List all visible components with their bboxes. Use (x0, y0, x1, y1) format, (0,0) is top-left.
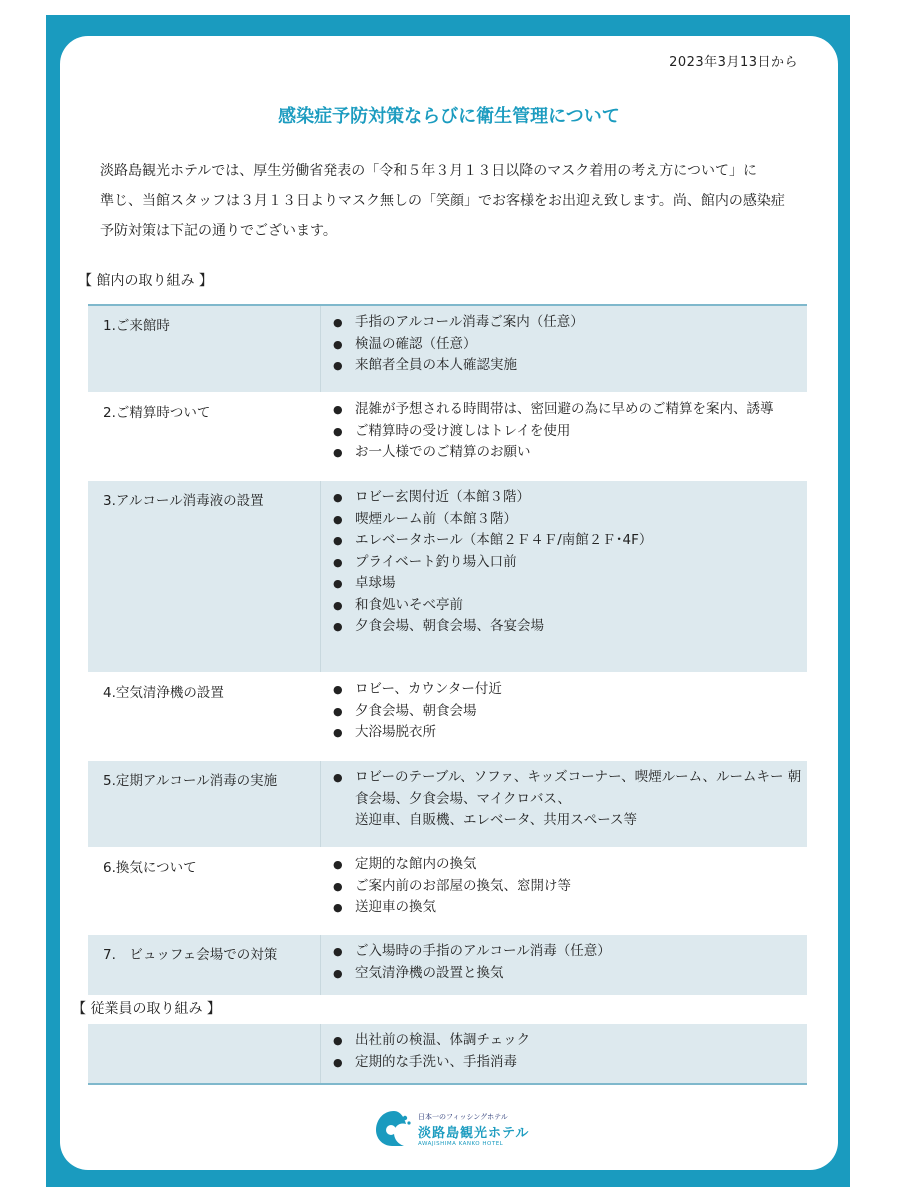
list-item: ● 夕食会場、朝食会場 (333, 701, 807, 723)
table-row (88, 306, 807, 393)
list-item: ● 空気清浄機の設置と換気 (333, 963, 807, 985)
bullet-icon: ● (333, 1034, 343, 1047)
bullet-icon: ● (333, 337, 343, 351)
row-items (320, 1024, 807, 1083)
intro-line: 準じ、当館スタッフは３月１３日よりマスク無しの「笑顔」でお客様をお出迎え致します。尚、館内の感染症 (100, 193, 785, 209)
list-item: ● ご入場時の手指のアルコール消毒（任意） (333, 941, 807, 963)
logo-hotel-name: 淡路島観光ホテル (418, 1126, 530, 1141)
bullet-icon: ● (333, 771, 343, 784)
intro-paragraph (100, 156, 802, 246)
table-row (88, 935, 807, 996)
table-row (88, 481, 807, 673)
section-label-staff: 【 従業員の取り組み 】 (72, 1001, 221, 1017)
list-item: ● 出社前の検温、体調チェック (333, 1030, 807, 1052)
bullet-icon: ● (333, 577, 343, 590)
row-items (320, 935, 807, 995)
row-items (320, 481, 807, 672)
bullet-icon: ● (333, 598, 343, 612)
table-bottom-rule (88, 1083, 807, 1085)
list-item: ● ロビー、カウンター付近 (333, 679, 807, 701)
row-label: 6.換気について (103, 860, 197, 876)
list-item: ● 喫煙ルーム前（本館３階） (333, 509, 807, 531)
list-item: ● ご案内前のお部屋の換気、窓開け等 (333, 876, 807, 898)
bullet-icon: ● (333, 683, 343, 696)
bullet-icon: ● (333, 512, 343, 526)
list-item: ● プライベート釣り場入口前 (333, 552, 807, 574)
notice-title: 感染症予防対策ならびに衛生管理について (278, 106, 620, 127)
list-item: ● 和食処いそべ亭前 (333, 595, 807, 617)
row-label: 1.ご来館時 (103, 318, 170, 334)
row-label: 7. ビュッフェ会場での対策 (103, 947, 278, 963)
bullet-icon: ● (333, 726, 343, 739)
list-item: ● 送迎車の換気 (333, 897, 807, 919)
row-items (320, 848, 807, 934)
table-row (88, 1024, 807, 1084)
list-item: ● 検温の確認（任意） (333, 334, 807, 356)
row-items (320, 673, 807, 760)
row-items (320, 393, 807, 480)
list-item: 送迎車、自販機、エレベータ、共用スペース等 (355, 812, 638, 828)
effective-date: 2023年3月13日から (669, 55, 798, 70)
bullet-icon: ● (333, 879, 343, 893)
bullet-icon: ● (333, 403, 343, 416)
facility-measures-table (88, 306, 807, 996)
bullet-icon: ● (333, 704, 343, 718)
section-label-facility: 【 館内の取り組み 】 (78, 273, 213, 289)
row-label: 2.ご精算時ついて (103, 405, 211, 421)
row-label: 3.アルコール消毒液の設置 (103, 493, 264, 509)
list-item: ● ロビーのテーブル、ソファ、キッズコーナー、喫煙ルーム、ルームキー 朝食会場、夕食会場、マイクロバス、 (333, 767, 807, 810)
bullet-icon: ● (333, 620, 343, 633)
list-item: ● 卓球場 (333, 573, 807, 595)
bullet-icon: ● (333, 491, 343, 504)
list-item: ● 混雑が予想される時間帯は、密回避の為に早めのご精算を案内、誘導 (333, 399, 807, 421)
bullet-icon: ● (333, 901, 343, 914)
notice-card (60, 36, 838, 1170)
list-item: ● 夕食会場、朝食会場、各宴会場 (333, 616, 807, 638)
row-label: 4.空気清浄機の設置 (103, 685, 224, 701)
list-item: ● 来館者全員の本人確認実施 (333, 355, 807, 377)
logo-tagline: 日本一のフィッシングホテル (418, 1113, 508, 1121)
list-item: ● 定期的な館内の換気 (333, 854, 807, 876)
logo-english-name: AWAJISHIMA KANKO HOTEL (418, 1141, 504, 1147)
intro-line: 淡路島観光ホテルでは、厚生労働省発表の「令和５年３月１３日以降のマスク着用の考え方について」に (100, 163, 758, 179)
bullet-icon: ● (333, 945, 343, 958)
list-item: ● エレベータホール（本館２Ｆ４Ｆ/南館２Ｆ･4F） (333, 530, 807, 552)
row-items (320, 306, 807, 392)
bullet-icon: ● (333, 966, 343, 980)
bullet-icon: ● (333, 534, 343, 547)
list-item: ● ご精算時の受け渡しはトレイを使用 (333, 421, 807, 443)
wave-logo-icon (374, 1108, 414, 1148)
list-item: ● お一人様でのご精算のお願い (333, 442, 807, 464)
bullet-icon: ● (333, 555, 343, 569)
row-items (320, 761, 807, 847)
bullet-icon: ● (333, 359, 343, 372)
bullet-icon: ● (333, 446, 343, 459)
list-item: ● 大浴場脱衣所 (333, 722, 807, 744)
table-row (88, 761, 807, 848)
list-item: ● ロビー玄関付近（本館３階） (333, 487, 807, 509)
staff-measures-table (88, 1024, 807, 1084)
table-row (88, 848, 807, 935)
table-row (88, 393, 807, 481)
hotel-logo (374, 1108, 534, 1154)
bullet-icon: ● (333, 858, 343, 871)
bullet-icon: ● (333, 1055, 343, 1069)
table-row (88, 673, 807, 761)
list-item: ● 定期的な手洗い、手指消毒 (333, 1052, 807, 1074)
intro-line: 予防対策は下記の通りでございます。 (100, 223, 337, 239)
bullet-icon: ● (333, 424, 343, 438)
row-label (88, 1024, 320, 1083)
row-label: 5.定期アルコール消毒の実施 (103, 773, 278, 789)
list-item: ● 手指のアルコール消毒ご案内（任意） (333, 312, 807, 334)
bullet-icon: ● (333, 316, 343, 329)
